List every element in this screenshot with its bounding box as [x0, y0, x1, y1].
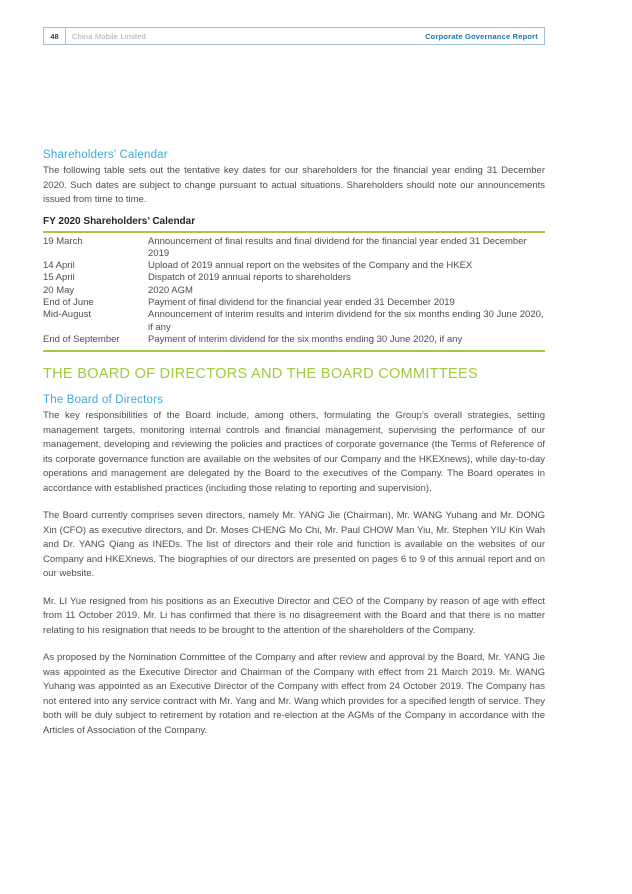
section-heading-board: THE BOARD OF DIRECTORS AND THE BOARD COMMITTEES	[43, 366, 478, 383]
row-event: Announcement of interim results and interim dividend for the six months ending 30 June 2020, if any	[148, 309, 544, 333]
row-date: End of June	[43, 296, 94, 308]
subheading-board-of-directors: The Board of Directors	[43, 394, 164, 407]
board-paragraph: The key responsibilities of the Board include, among others, formulating the Group’s overall strategies, setting management targets, monitoring internal controls and financial management, supervising the performance of our management, developing and reviewing the policies and practices of corporate governance (the Terms of Reference of its corporate governance function are available on the websites of our Company and the HKEXnews), while day-to-day operations and management are delegated by the Board to the executives of the Company. The Board operates in accordance with established practices (including those relating to reporting and supervision).	[43, 410, 545, 494]
row-event: Payment of final dividend for the financial year ended 31 December 2019	[148, 296, 455, 308]
row-event: Announcement of final results and final dividend for the financial year ended 31 December 2019	[148, 235, 527, 259]
table-row	[43, 285, 545, 297]
table-row	[43, 297, 545, 309]
calendar-table	[43, 216, 545, 353]
board-paragraph: The Board currently comprises seven directors, namely Mr. YANG Jie (Chairman), Mr. WANG Yuhang and Mr. DONG Xin (CFO) as executive directors, and Dr. Moses CHENG Mo Chi, Mr. Paul CHOW Man Yiu, Mr. Stephen YIU Kin Wah and Dr. YANG Qiang as INEDs. The list of directors and their role and function is available on the websites of our Company and HKEXnews. The biographies of our directors are presented on pages 6 to 9 of this annual report and on our website.	[43, 510, 545, 580]
report-title: Corporate Governance Report	[425, 31, 538, 41]
board-section	[43, 366, 545, 738]
row-date: 14 April	[43, 260, 75, 272]
row-date: Mid-August	[43, 309, 92, 321]
row-date: 15 April	[43, 272, 75, 284]
section-heading-shareholders-calendar: Shareholders’ Calendar	[43, 149, 168, 161]
table-row	[43, 236, 545, 261]
table-row	[43, 309, 545, 334]
row-event: Payment of interim dividend for the six months ending 30 June 2020, if any	[148, 333, 463, 345]
board-paragraph: Mr. LI Yue resigned from his positions as an Executive Director and CEO of the Company by reason of age with effect from 11 October 2019. Mr. Li has confirmed that there is no disagreement with the Board and that there is no matter relating to his resignation that needs to be brought to the attention of the shareholders of the Company.	[43, 595, 545, 636]
row-date: 20 May	[43, 284, 75, 296]
shareholders-calendar-intro: The following table sets out the tentative key dates for our shareholders for the financial year ending 31 December 2020. Such dates are subject to change pursuant to actual situations. Shareholders should note our announcements issued from time to time.	[43, 165, 545, 205]
row-date: End of September	[43, 333, 120, 345]
table-row	[43, 272, 545, 284]
running-header	[43, 27, 545, 45]
row-event: Upload of 2019 annual report on the websites of the Company and the HKEX	[148, 260, 473, 272]
row-date: 19 March	[43, 235, 83, 247]
company-name: China Mobile Limited	[72, 31, 147, 41]
row-event: Dispatch of 2019 annual reports to shareholders	[148, 272, 351, 284]
board-paragraphs	[43, 409, 545, 738]
board-paragraph: As proposed by the Nomination Committee of the Company and after review and approval by the Board, Mr. YANG Jie was appointed as the Executive Director and Chairman of the Company with effect from 21 March 2019. Mr. WANG Yuhang was appointed as an Executive Director of the Company with effect from 24 October 2019. The Company has not entered into any service contract with Mr. Yang and Mr. Wang which provides for a specified length of service. They both will be duly subject to retirement by rotation and re-election at the AGMs of the Company in accordance with the Articles of Association of the Company.	[43, 652, 545, 736]
shareholders-calendar-section	[43, 149, 545, 352]
table-row	[43, 334, 545, 346]
calendar-table-body	[43, 233, 545, 353]
table-row	[43, 260, 545, 272]
calendar-table-title: FY 2020 Shareholders’ Calendar	[43, 216, 545, 233]
row-event: 2020 AGM	[148, 284, 193, 296]
page-number: 48	[44, 28, 66, 44]
